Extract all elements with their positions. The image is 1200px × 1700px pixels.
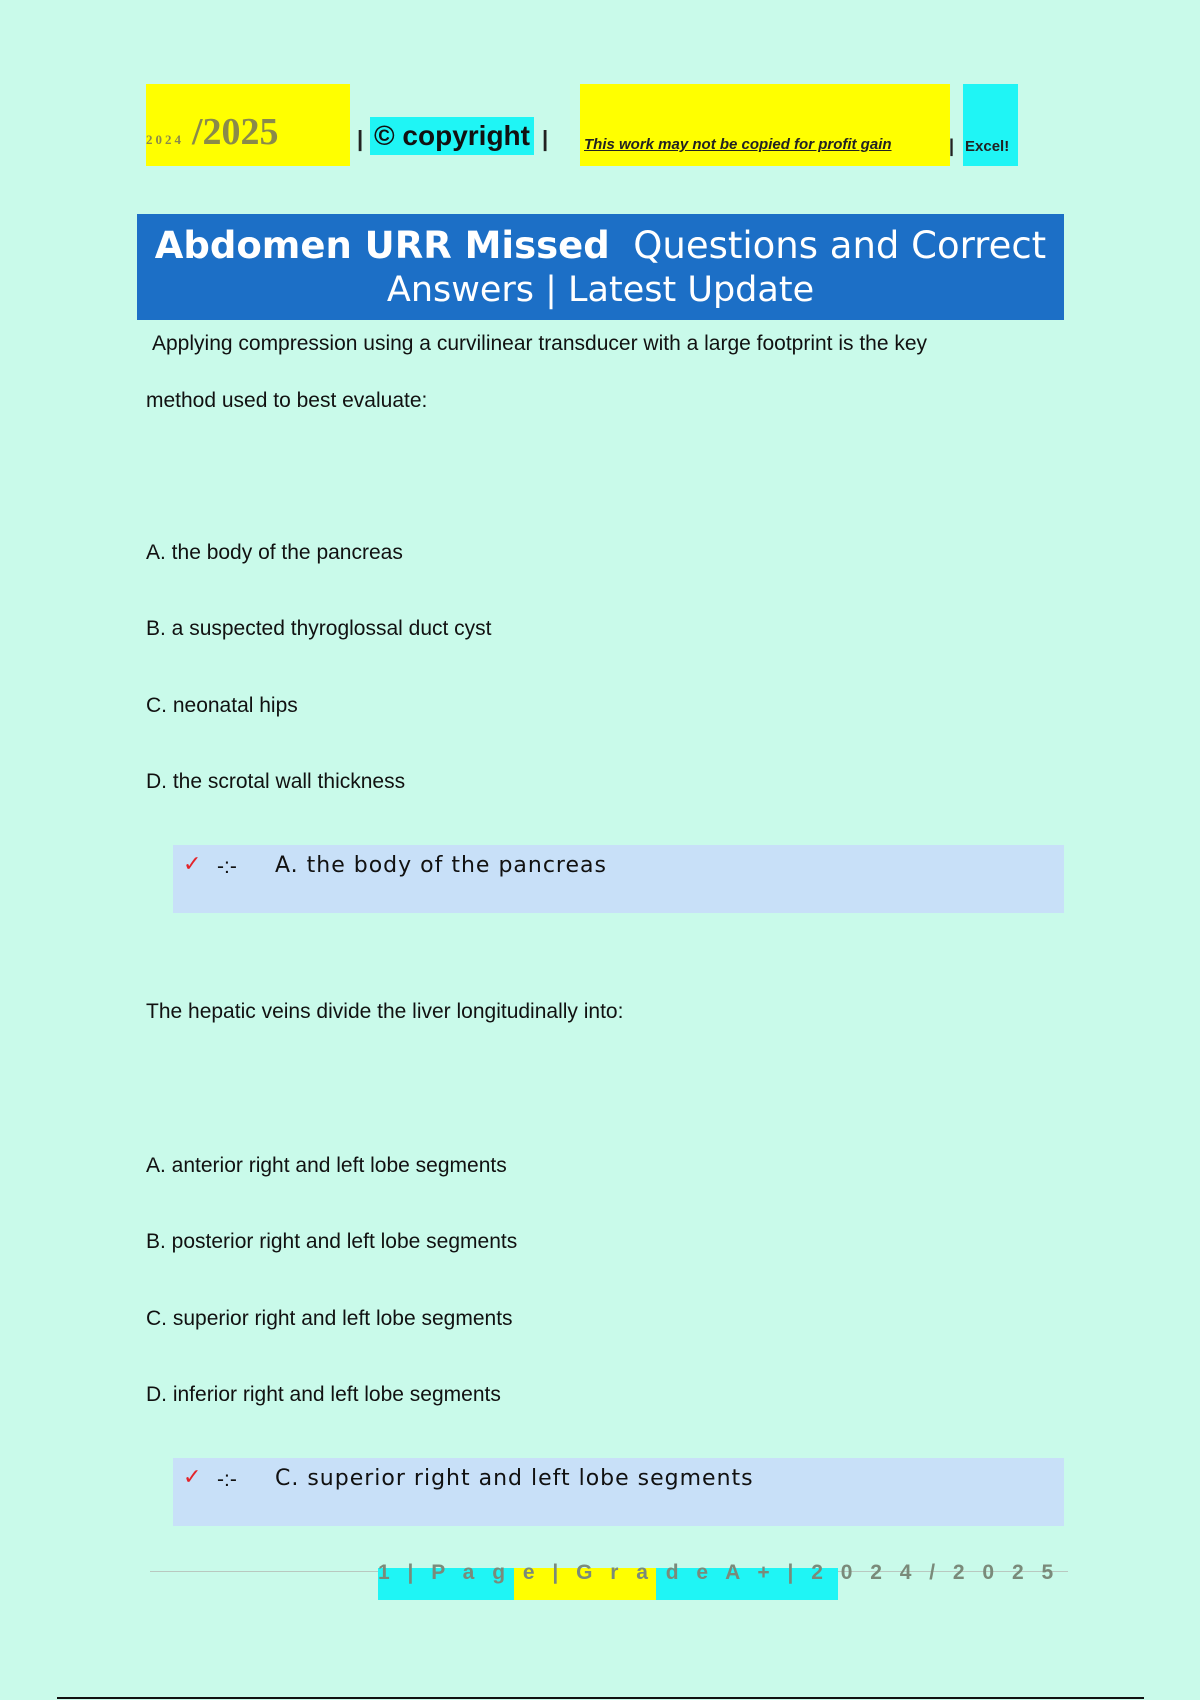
question-1-answer-box bbox=[173, 845, 1064, 913]
question-1-option-b: B. a suspected thyroglossal duct cyst bbox=[146, 617, 492, 640]
header-pipe: | bbox=[542, 126, 549, 151]
document-title bbox=[137, 214, 1064, 320]
header-year-big: /2025 bbox=[192, 111, 279, 153]
title-line-1 bbox=[137, 224, 1064, 267]
header-excel: Excel! bbox=[965, 138, 1010, 155]
question-1-answer: A. the body of the pancreas bbox=[275, 853, 607, 878]
question-1-text-line-1: Applying compression using a curvilinear transducer with a large footprint is the key bbox=[152, 332, 928, 355]
question-1-option-a: A. the body of the pancreas bbox=[146, 541, 403, 564]
question-2-option-d: D. inferior right and left lobe segments bbox=[146, 1383, 501, 1406]
header-excel-block bbox=[963, 84, 1018, 166]
question-2-option-b: B. posterior right and left lobe segments bbox=[146, 1230, 518, 1253]
header-year-block bbox=[146, 84, 350, 166]
title-line-2: Answers | Latest Update bbox=[386, 270, 815, 310]
question-2-text-line-1: The hepatic veins divide the liver longitudinally into: bbox=[146, 1000, 624, 1023]
header-year-small: 2024 bbox=[146, 132, 184, 147]
question-2-answer: C. superior right and left lobe segments bbox=[275, 1466, 754, 1491]
question-1-option-c: C. neonatal hips bbox=[146, 694, 298, 717]
check-icon: ✓ bbox=[183, 1464, 202, 1489]
header-pipe: | bbox=[357, 126, 364, 151]
header-notice-block bbox=[580, 84, 950, 166]
question-2-answer-box bbox=[173, 1458, 1064, 1526]
check-icon: ✓ bbox=[183, 851, 202, 876]
title-bold: Abdomen URR Missed bbox=[154, 224, 610, 267]
header-pipe: | bbox=[949, 136, 955, 156]
question-1-option-d: D. the scrotal wall thickness bbox=[146, 770, 406, 793]
footer-page-label: 1 | P a g e | G r a d e A + | 2 0 2 4 / 2 0 2 5 bbox=[378, 1561, 1060, 1584]
question-2-option-c: C. superior right and left lobe segments bbox=[146, 1307, 513, 1330]
bottom-divider bbox=[57, 1697, 1144, 1699]
answer-separator: -:- bbox=[217, 855, 237, 878]
question-1-text-line-2: method used to best evaluate: bbox=[146, 389, 428, 412]
question-2-option-a: A. anterior right and left lobe segments bbox=[146, 1154, 507, 1177]
header-copyright: © copyright bbox=[370, 117, 534, 155]
answer-separator: -:- bbox=[217, 1468, 237, 1491]
title-line-1-rest: Questions and Correct bbox=[633, 224, 1047, 267]
header-notice: This work may not be copied for profit gain bbox=[584, 136, 892, 153]
